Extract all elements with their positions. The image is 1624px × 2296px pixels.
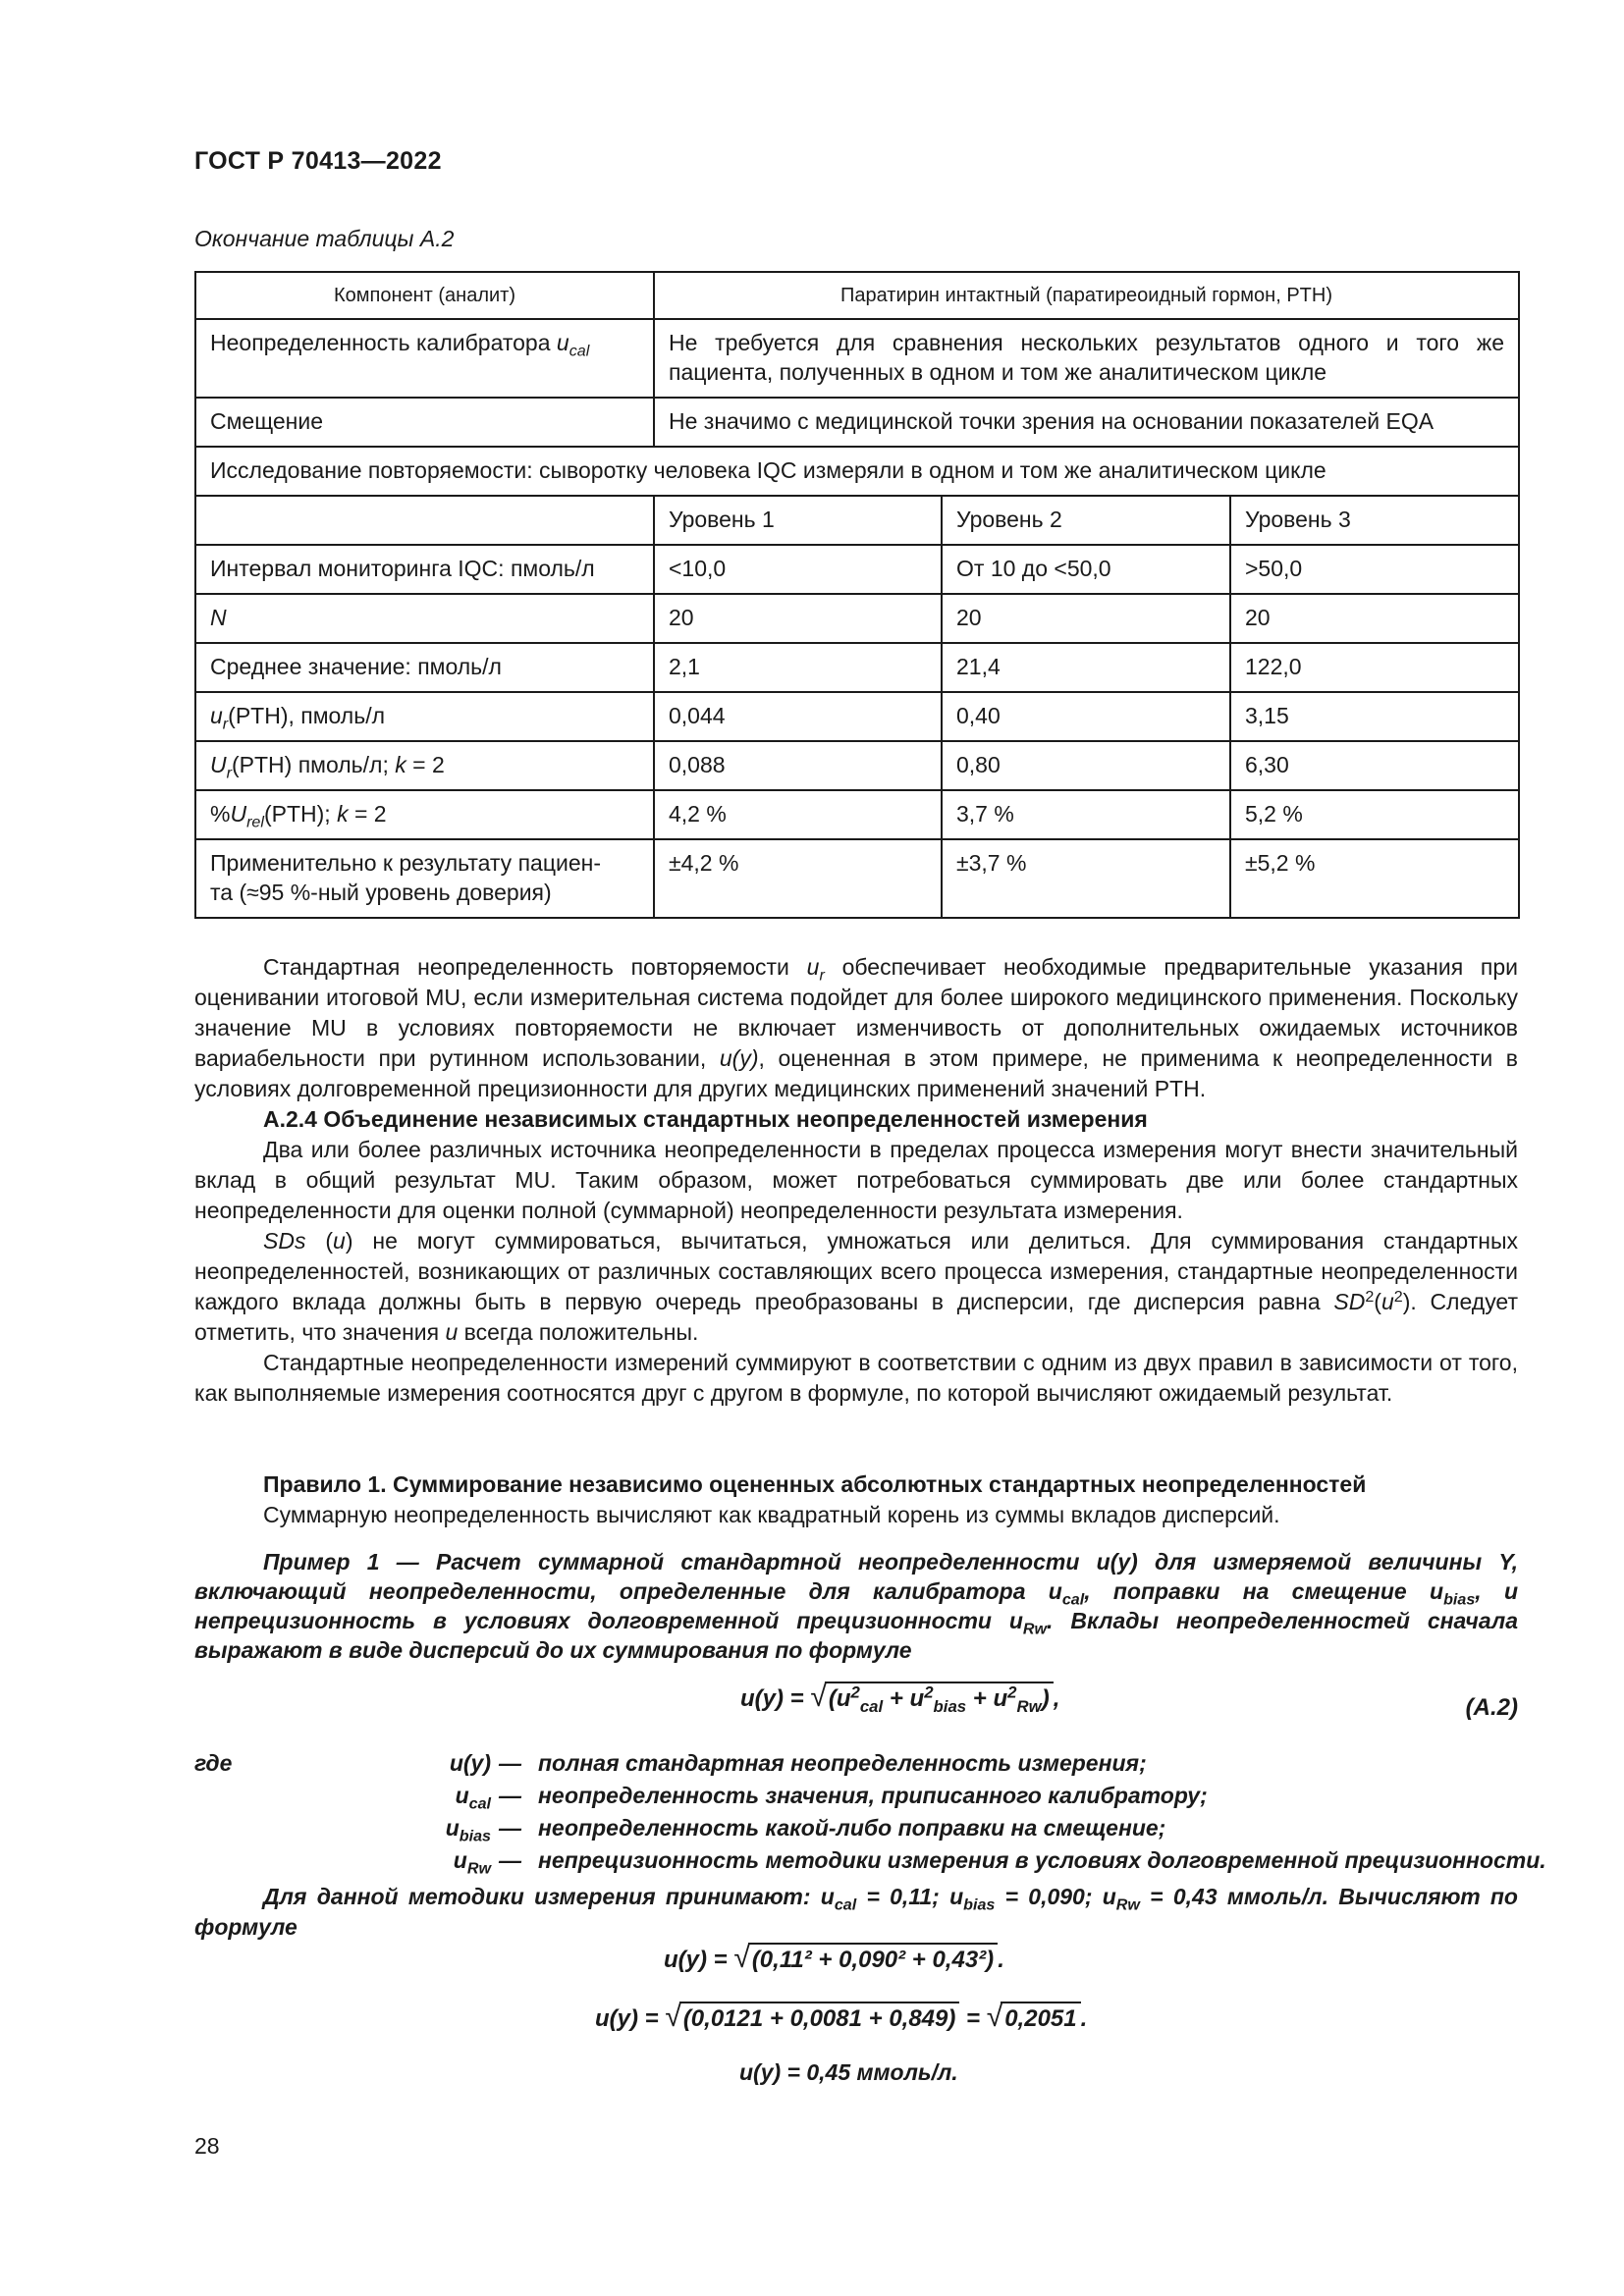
subscript-rw: Rw xyxy=(1115,1896,1140,1914)
where-item-ucal xyxy=(194,1780,1518,1812)
subscript-bias: bias xyxy=(933,1696,967,1716)
table-cell: 6,30 xyxy=(1230,741,1519,790)
table-cell: 2,1 xyxy=(654,643,942,692)
rule1-block xyxy=(194,1469,1518,1530)
symbol-u: u xyxy=(1380,1289,1394,1314)
bias-value: Не значимо с медицинской точки зрения на основании показателей EQA xyxy=(654,398,1519,447)
where-definition: непрецизионность методики измерения в условиях долговременной прецизионности. xyxy=(538,1847,1546,1873)
superscript-2: 2 xyxy=(1393,1287,1403,1306)
sqrt-icon: √ xyxy=(733,1942,750,1974)
subscript-cal: cal xyxy=(859,1696,884,1716)
row-label-bias: Смещение xyxy=(195,398,654,447)
given-values-text xyxy=(194,1882,1518,1943)
levels-empty-cell xyxy=(195,496,654,545)
formula-trail: . xyxy=(1080,2005,1088,2032)
label-subscript: r xyxy=(226,764,232,782)
table-cell: 0,40 xyxy=(942,692,1230,741)
subscript-bias: bias xyxy=(1443,1590,1476,1609)
text-run: Стандартная неопределенность повторяемости xyxy=(263,954,807,980)
label-symbol: U xyxy=(230,801,247,827)
subscript-rw: Rw xyxy=(1022,1620,1048,1638)
table-cell: 3,7 % xyxy=(942,790,1230,839)
calibrator-label-text: Неопределенность калибратора xyxy=(210,330,557,355)
sqrt-icon: √ xyxy=(665,2001,681,2033)
label-rest: (PTH) пмоль/л; xyxy=(231,752,396,777)
calc-formula-2 xyxy=(595,2001,1087,2034)
table-cell: 20 xyxy=(942,594,1230,643)
table-cell: 20 xyxy=(654,594,942,643)
table-cell: <10,0 xyxy=(654,545,942,594)
table-row-patient-result xyxy=(195,839,1519,918)
result-row xyxy=(194,2059,1518,2118)
label-line-2: та (≈95 %-ный уровень доверия) xyxy=(210,880,552,905)
table-row-calibrator xyxy=(195,319,1519,398)
superscript-2: 2 xyxy=(1007,1682,1017,1702)
table-row-repeatability-note xyxy=(195,447,1519,496)
label-k: k xyxy=(337,801,349,827)
where-item-uy xyxy=(194,1747,1518,1780)
formula-radicand: (0,0121 + 0,0081 + 0,849) xyxy=(679,2002,960,2033)
symbol-u: u xyxy=(836,1685,851,1712)
text-run: ). Следует отметить, что значения xyxy=(194,1289,1518,1345)
table-a2-continuation xyxy=(194,271,1520,919)
calc-row-2 xyxy=(194,2001,1518,2059)
paren: ( xyxy=(828,1685,837,1712)
text-run: . Вклады неопределенностей сначала выражают в виде дисперсий до их суммирования по формуле xyxy=(194,1608,1518,1663)
row-label: N xyxy=(195,594,654,643)
where-symbol xyxy=(446,1812,491,1844)
table-cell: ±5,2 % xyxy=(1230,839,1519,918)
formula-radicand: 0,2051 xyxy=(1001,2002,1080,2033)
table-cell: ±4,2 % xyxy=(654,839,942,918)
label-line-1: Применительно к результату пациен- xyxy=(210,850,601,876)
sqrt-icon: √ xyxy=(810,1681,827,1713)
result-text: u(y) = 0,45 ммоль/л. xyxy=(739,2059,958,2085)
table-caption: Окончание таблицы А.2 xyxy=(194,226,455,251)
superscript-2: 2 xyxy=(924,1682,934,1702)
symbol: u(y) xyxy=(449,1750,491,1776)
text-run: обеспечивает необходимые предварительные указания при оценивании итоговой MU, если измерительная система подойдет для более широкого медицинского применения. Поскольку значение MU в условиях повторяемости не включает изменчивость от дополнительных ожидаемых источников вариабельности при рутинном использовании, xyxy=(194,954,1519,1071)
where-symbol xyxy=(454,1844,491,1877)
symbol: u xyxy=(453,1847,467,1873)
paren: ) xyxy=(1041,1685,1050,1712)
body-text-block xyxy=(194,952,1518,1409)
superscript-2: 2 xyxy=(1365,1287,1375,1306)
formula-lhs: u(y) = xyxy=(664,1947,734,1973)
row-label xyxy=(195,741,654,790)
row-label: Интервал мониторинга IQC: пмоль/л xyxy=(195,545,654,594)
symbol-u: u xyxy=(993,1685,1008,1712)
text-run: всегда положительны. xyxy=(458,1319,699,1345)
symbol-sd: SD xyxy=(1333,1289,1366,1314)
text-run: , оцененная в этом примере, не применима к неопределенности в условиях долговременной прецизионности для других медицинских применений значений PTH. xyxy=(194,1045,1518,1101)
calc-formula-1 xyxy=(664,1942,1004,1975)
table-cell: >50,0 xyxy=(1230,545,1519,594)
text-run: = 0,090; u xyxy=(995,1884,1116,1909)
em-dash: — xyxy=(499,1750,521,1776)
formula-trail: . xyxy=(998,1947,1004,1973)
label-symbol: U xyxy=(210,752,227,777)
symbol-uy: u(y) xyxy=(719,1045,759,1071)
page-number: 28 xyxy=(194,2133,220,2159)
where-definition: неопределенность значения, приписанного калибратору; xyxy=(538,1783,1208,1808)
em-dash: — xyxy=(499,1783,521,1808)
formula-a2 xyxy=(740,1681,1059,1714)
table-row-ur-expanded xyxy=(195,741,1519,790)
text-run: ( xyxy=(305,1228,334,1254)
where-list xyxy=(194,1747,1546,1878)
table-cell: 122,0 xyxy=(1230,643,1519,692)
label-k: k xyxy=(395,752,406,777)
paragraph-sds xyxy=(194,1226,1518,1348)
table-row-ur xyxy=(195,692,1519,741)
row-label-calibrator xyxy=(195,319,654,398)
row-label: Среднее значение: пмоль/л xyxy=(195,643,654,692)
label-subscript: r xyxy=(222,715,229,733)
example1-text xyxy=(194,1547,1518,1665)
table-cell: 3,15 xyxy=(1230,692,1519,741)
row-label xyxy=(195,692,654,741)
text-run: Для данной методики измерения принимают: u xyxy=(263,1884,835,1909)
paragraph-sources: Два или более различных источника неопределенности в пределах процесса измерения могут внести значительный вклад в общий результат MU. Таким образом, может потребоваться суммировать две или более стандартных неопределенности для оценки полной (суммарной) неопределенности результата измерения. xyxy=(194,1137,1518,1223)
table-row-mean xyxy=(195,643,1519,692)
calibrator-value: Не требуется для сравнения нескольких результатов одного и того же пациента, полученных в одном и том же аналитическом цикле xyxy=(654,319,1519,398)
table-cell: 5,2 % xyxy=(1230,790,1519,839)
where-definition: неопределенность какой-либо поправки на смещение; xyxy=(538,1815,1166,1841)
table-row-urel xyxy=(195,790,1519,839)
text-run: Пример 1 — Расчет суммарной стандартной неопределенности u(y) для измеряемой величины Y, включающий неопределенности, определенные для калибратора u xyxy=(194,1549,1518,1604)
rule1-heading: Правило 1. Суммирование независимо оцененных абсолютных стандартных неопределенностей xyxy=(263,1471,1367,1497)
subscript-bias: bias xyxy=(963,1896,996,1914)
em-dash: — xyxy=(499,1815,521,1841)
table-cell: 20 xyxy=(1230,594,1519,643)
operator-equals: = xyxy=(959,2005,987,2032)
paragraph-repeatability xyxy=(194,952,1518,1104)
row-label xyxy=(195,790,654,839)
formula-number: (А.2) xyxy=(1465,1694,1518,1721)
example1-block xyxy=(194,1547,1518,1665)
text-run: = 0,43 ммоль/л. Вычисляют по формуле xyxy=(194,1884,1518,1940)
em-dash: — xyxy=(499,1847,521,1873)
formula-radicand xyxy=(825,1682,1054,1716)
paragraph-rules-intro: Стандартные неопределенности измерений суммируют в соответствии с одним из двух правил в зависимости от того, как выполняемые измерения соотносятся друг с другом в формуле, по которой вычисляют ожидаемый результат. xyxy=(194,1350,1518,1406)
table-cell: 0,80 xyxy=(942,741,1230,790)
where-definition: полная стандартная неопределенность измерения; xyxy=(538,1750,1147,1776)
table-cell: 4,2 % xyxy=(654,790,942,839)
table-cell: 0,088 xyxy=(654,741,942,790)
sqrt-icon: √ xyxy=(986,2001,1003,2033)
table-cell: 21,4 xyxy=(942,643,1230,692)
symbol-u: u xyxy=(806,954,820,980)
text-run: = 0,11; u xyxy=(856,1884,964,1909)
subscript: cal xyxy=(468,1794,491,1813)
subscript-cal: cal xyxy=(1061,1590,1085,1609)
page-header-standard-code: ГОСТ Р 70413—2022 xyxy=(194,147,442,175)
table-row-bias xyxy=(195,398,1519,447)
label-rest: (PTH); xyxy=(263,801,338,827)
subscript: bias xyxy=(459,1827,491,1845)
given-values-block xyxy=(194,1882,1518,1943)
header-cell-analyte: Паратирин интактный (паратиреоидный гормон, PTH) xyxy=(654,272,1519,319)
symbol-u: u xyxy=(909,1685,925,1712)
formula-a2-row xyxy=(194,1681,1518,1739)
calibrator-subscript: cal xyxy=(568,342,590,360)
formula-lhs: u(y) = xyxy=(740,1685,811,1712)
calc-row-1 xyxy=(194,1942,1518,2001)
where-item-ubias xyxy=(194,1812,1518,1844)
header-cell-component: Компонент (аналит) xyxy=(195,272,654,319)
where-symbol xyxy=(450,1747,491,1780)
label-symbol: u xyxy=(210,703,223,728)
where-item-urw xyxy=(194,1844,1546,1878)
label-k-rest: = 2 xyxy=(406,752,445,777)
formula-lhs: u(y) = xyxy=(595,2005,666,2032)
label-prefix: % xyxy=(210,801,231,827)
table-cell: 0,044 xyxy=(654,692,942,741)
level-header-3: Уровень 3 xyxy=(1230,496,1519,545)
where-symbol xyxy=(456,1780,491,1812)
symbol: u xyxy=(455,1783,469,1808)
superscript-2: 2 xyxy=(850,1682,860,1702)
table-cell: ±3,7 % xyxy=(942,839,1230,918)
symbol-u: u xyxy=(333,1228,346,1254)
subscript-rw: Rw xyxy=(1016,1696,1042,1716)
text-run: ) не могут суммироваться, вычитаться, умножаться или делиться. Для суммирования стандартных неопределенностей, возникающих от различных составляющих всего процесса измерения, стандартные неопределенности каждого вклада должны быть в первую очередь преобразованы в дисперсии, где дисперсия равна xyxy=(194,1228,1518,1314)
section-heading-a24: А.2.4 Объединение независимых стандартных неопределенностей измерения xyxy=(263,1106,1148,1132)
table-cell: От 10 до <50,0 xyxy=(942,545,1230,594)
operator-plus: + xyxy=(883,1685,910,1712)
formula-radicand: (0,11² + 0,090² + 0,43²) xyxy=(748,1943,998,1974)
table-row-n xyxy=(195,594,1519,643)
label-subscript: rel xyxy=(246,813,264,831)
text-run: , и непрецизионность в условиях долговременной прецизионности u xyxy=(194,1578,1518,1633)
repeatability-note: Исследование повторяемости: сыворотку человека IQC измеряли в одном и том же аналитическом цикле xyxy=(195,447,1519,496)
symbol: u xyxy=(445,1815,460,1841)
rule1-text: Суммарную неопределенность вычисляют как квадратный корень из суммы вкладов дисперсий. xyxy=(263,1502,1280,1527)
calibrator-symbol: u xyxy=(556,330,569,355)
subscript: Rw xyxy=(466,1859,491,1878)
text-run: , поправки на смещение u xyxy=(1084,1578,1444,1604)
table-header-row xyxy=(195,272,1519,319)
level-header-2: Уровень 2 xyxy=(942,496,1230,545)
text-run: ( xyxy=(1374,1289,1381,1314)
operator-plus: + xyxy=(966,1685,994,1712)
formula-trail: , xyxy=(1053,1685,1060,1712)
subscript-r: r xyxy=(819,966,825,985)
table-row-iqc-interval xyxy=(195,545,1519,594)
symbol-sds: SDs xyxy=(263,1228,306,1254)
table-row-levels xyxy=(195,496,1519,545)
level-header-1: Уровень 1 xyxy=(654,496,942,545)
subscript-cal: cal xyxy=(834,1896,857,1914)
symbol-u: u xyxy=(445,1319,459,1345)
where-intro: где xyxy=(194,1750,233,1776)
label-k-rest: = 2 xyxy=(348,801,387,827)
row-label xyxy=(195,839,654,918)
label-rest: (PTH), пмоль/л xyxy=(228,703,386,728)
